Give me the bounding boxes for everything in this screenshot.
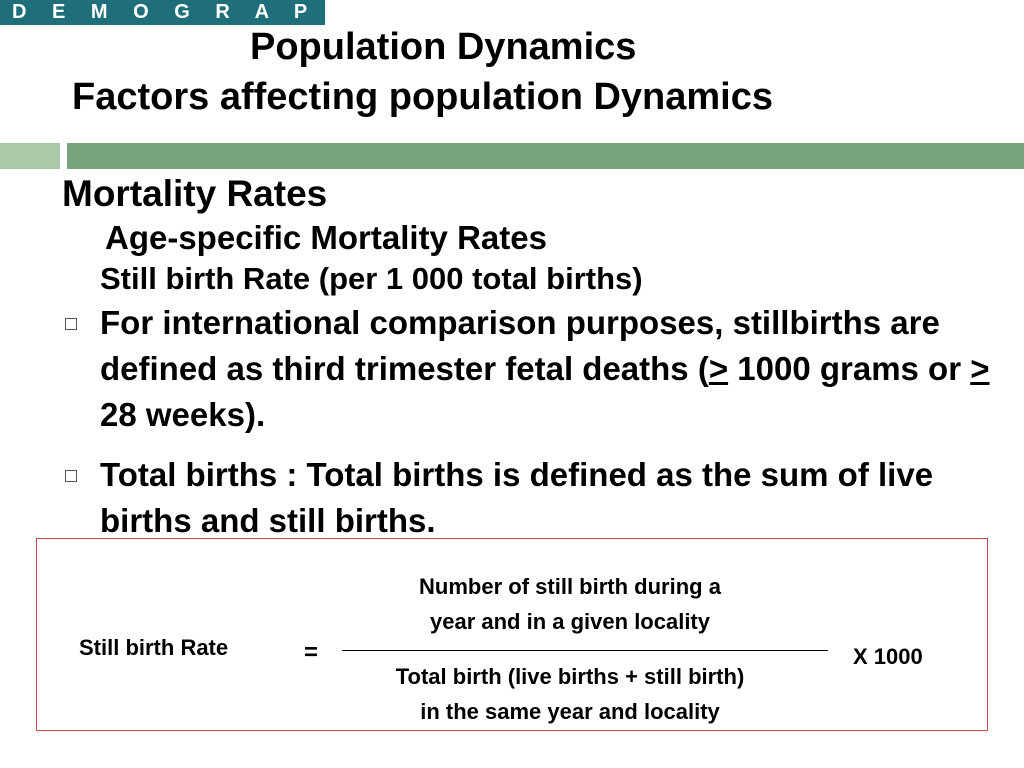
slide-title: Population Dynamics: [250, 26, 637, 68]
divider-bar-right: [67, 143, 1024, 169]
bullet-item-total-births: [62, 452, 992, 544]
formula-multiplier: X 1000: [853, 644, 923, 669]
bullet-text: For international comparison purposes, stillbirths are defined as third trimester fetal deaths (> 1000 grams or > 28 weeks).: [100, 304, 990, 433]
sub-heading: Age-specific Mortality Rates: [105, 219, 547, 256]
bullet-text: Total births : Total births is defined as the sum of live births and still births.: [100, 456, 934, 539]
formula-denominator: Total birth (live births + still birth) in the same year and locality: [395, 664, 745, 724]
fraction-line: [342, 650, 828, 651]
bullet-box-icon: [65, 318, 77, 330]
formula-label: Still birth Rate: [79, 635, 229, 660]
bullet-item-definition: [62, 300, 992, 438]
section-tag: D E M O G R A P H Y: [0, 0, 325, 25]
sub-sub-heading: Still birth Rate (per 1 000 total births): [100, 261, 643, 296]
formula-box: [36, 538, 988, 731]
section-heading: Mortality Rates: [62, 173, 328, 214]
formula-numerator: Number of still birth during a year and in a given locality: [419, 574, 721, 634]
slide-subtitle: Factors affecting population Dynamics: [72, 76, 773, 118]
divider-bar-left: [0, 143, 60, 169]
bullet-box-icon: [65, 470, 77, 482]
formula-equals: =: [304, 639, 319, 666]
